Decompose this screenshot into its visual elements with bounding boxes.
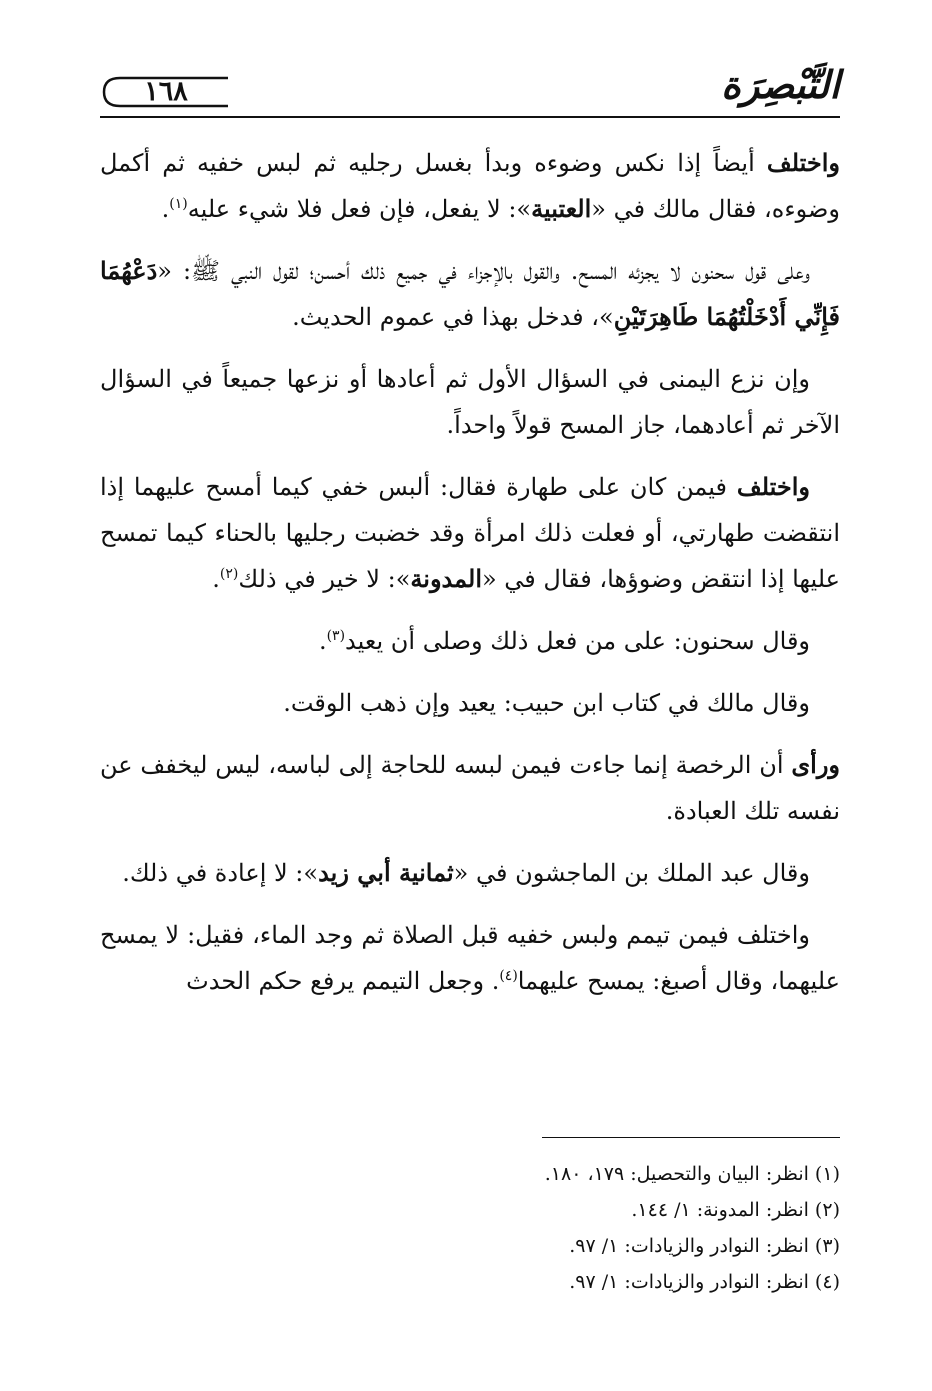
text-run: »: لا إعادة في ذلك. <box>122 859 319 887</box>
text-run: وعلى قول سحنون لا يجزئه المسح. والقول بالإجزاء في جميع ذلك أحسن؛ لقول النبي ﷺ: « <box>157 257 810 285</box>
text-run: »: لا يفعل، فإن فعل فلا شيء عليه <box>187 195 532 223</box>
text-run: »: لا خير في ذلك <box>238 565 411 593</box>
paragraph-7 <box>100 742 840 834</box>
header-divider <box>100 116 840 118</box>
paragraph-2 <box>100 248 840 340</box>
text-run: وقال عبد الملك بن الماجشون في « <box>453 859 810 887</box>
source-title: العتبية <box>531 194 592 223</box>
text-run: . <box>161 195 170 223</box>
footnote-ref[interactable]: (٢) <box>219 566 239 582</box>
paragraph-1 <box>100 140 840 232</box>
page-header <box>100 52 840 122</box>
text-run: . <box>212 565 220 593</box>
paragraph-4 <box>100 464 840 602</box>
hadith-quote: دَعْهُمَا فَإِنِّي أَدْخَلْتُهُمَا طَاهِرَتَيْنِ <box>100 256 840 331</box>
text-run: أيضاً إذا نكس وضوءه وبدأ بغسل رجليه ثم لبس خفيه ثم أكمل وضوءه، فقال مالك في « <box>100 149 840 223</box>
paragraph-9 <box>100 912 840 1004</box>
source-title: المدونة <box>410 564 482 593</box>
lead-word: ورأى <box>791 750 840 779</box>
text-run: واختلف فيمن تيمم ولبس خفيه قبل الصلاة ثم وجد الماء، فقيل: لا يمسح عليهما، وقال أصبغ: يمسح عليهما <box>100 921 840 995</box>
footnote-2: (٢) انظر: المدونة: ١/ ١٤٤. <box>631 1199 840 1221</box>
text-run: وقال سحنون: على من فعل ذلك وصلى أن يعيد <box>345 627 810 655</box>
page-number: ١٦٨ <box>144 76 188 107</box>
lead-word: واختلف <box>736 472 810 501</box>
book-title: التَّبْصِرَة <box>721 62 840 107</box>
lead-word: واختلف <box>766 148 840 177</box>
footnote-1: (١) انظر: البيان والتحصيل: ١٧٩، ١٨٠. <box>544 1163 840 1185</box>
text-run: »، فدخل بهذا في عموم الحديث. <box>292 303 614 331</box>
main-text <box>100 140 840 1020</box>
text-run: فيمن كان على طهارة فقال: ألبس خفي كيما أمسح عليهما إذا انتقضت طهارتي، أو فعلت ذلك امرأة وقد خضبت رجليها بالحناء كيما تمسح عليها إذا انتقض وضوؤها، فقال في « <box>100 473 840 593</box>
text-run: . وجعل التيمم يرفع حكم الحدث <box>186 967 500 995</box>
footnotes <box>100 1156 840 1300</box>
paragraph-5 <box>100 618 840 664</box>
paragraph-6: وقال مالك في كتاب ابن حبيب: يعيد وإن ذهب الوقت. <box>283 689 810 717</box>
source-title: ثمانية أبي زيد <box>318 858 454 887</box>
footnote-ref[interactable]: (١) <box>169 196 188 212</box>
footnote-ref[interactable]: (٣) <box>326 628 346 644</box>
paragraph-3: وإن نزع اليمنى في السؤال الأول ثم أعادها أو نزعها جميعاً في السؤال الآخر ثم أعادهما، جاز المسح قولاً واحداً. <box>100 365 840 439</box>
footnote-ref[interactable]: (٤) <box>499 968 518 984</box>
page-number-badge <box>100 74 232 110</box>
footnote-divider <box>542 1137 840 1138</box>
paragraph-8 <box>100 850 840 896</box>
footnote-3: (٣) انظر: النوادر والزيادات: ١/ ٩٧. <box>569 1235 840 1257</box>
text-run: أن الرخصة إنما جاءت فيمن لبسه للحاجة إلى لباسه، ليس ليخفف عن نفسه تلك العبادة. <box>100 751 840 825</box>
footnote-4: (٤) انظر: النوادر والزيادات: ١/ ٩٧. <box>569 1271 840 1293</box>
text-run: . <box>318 627 327 655</box>
